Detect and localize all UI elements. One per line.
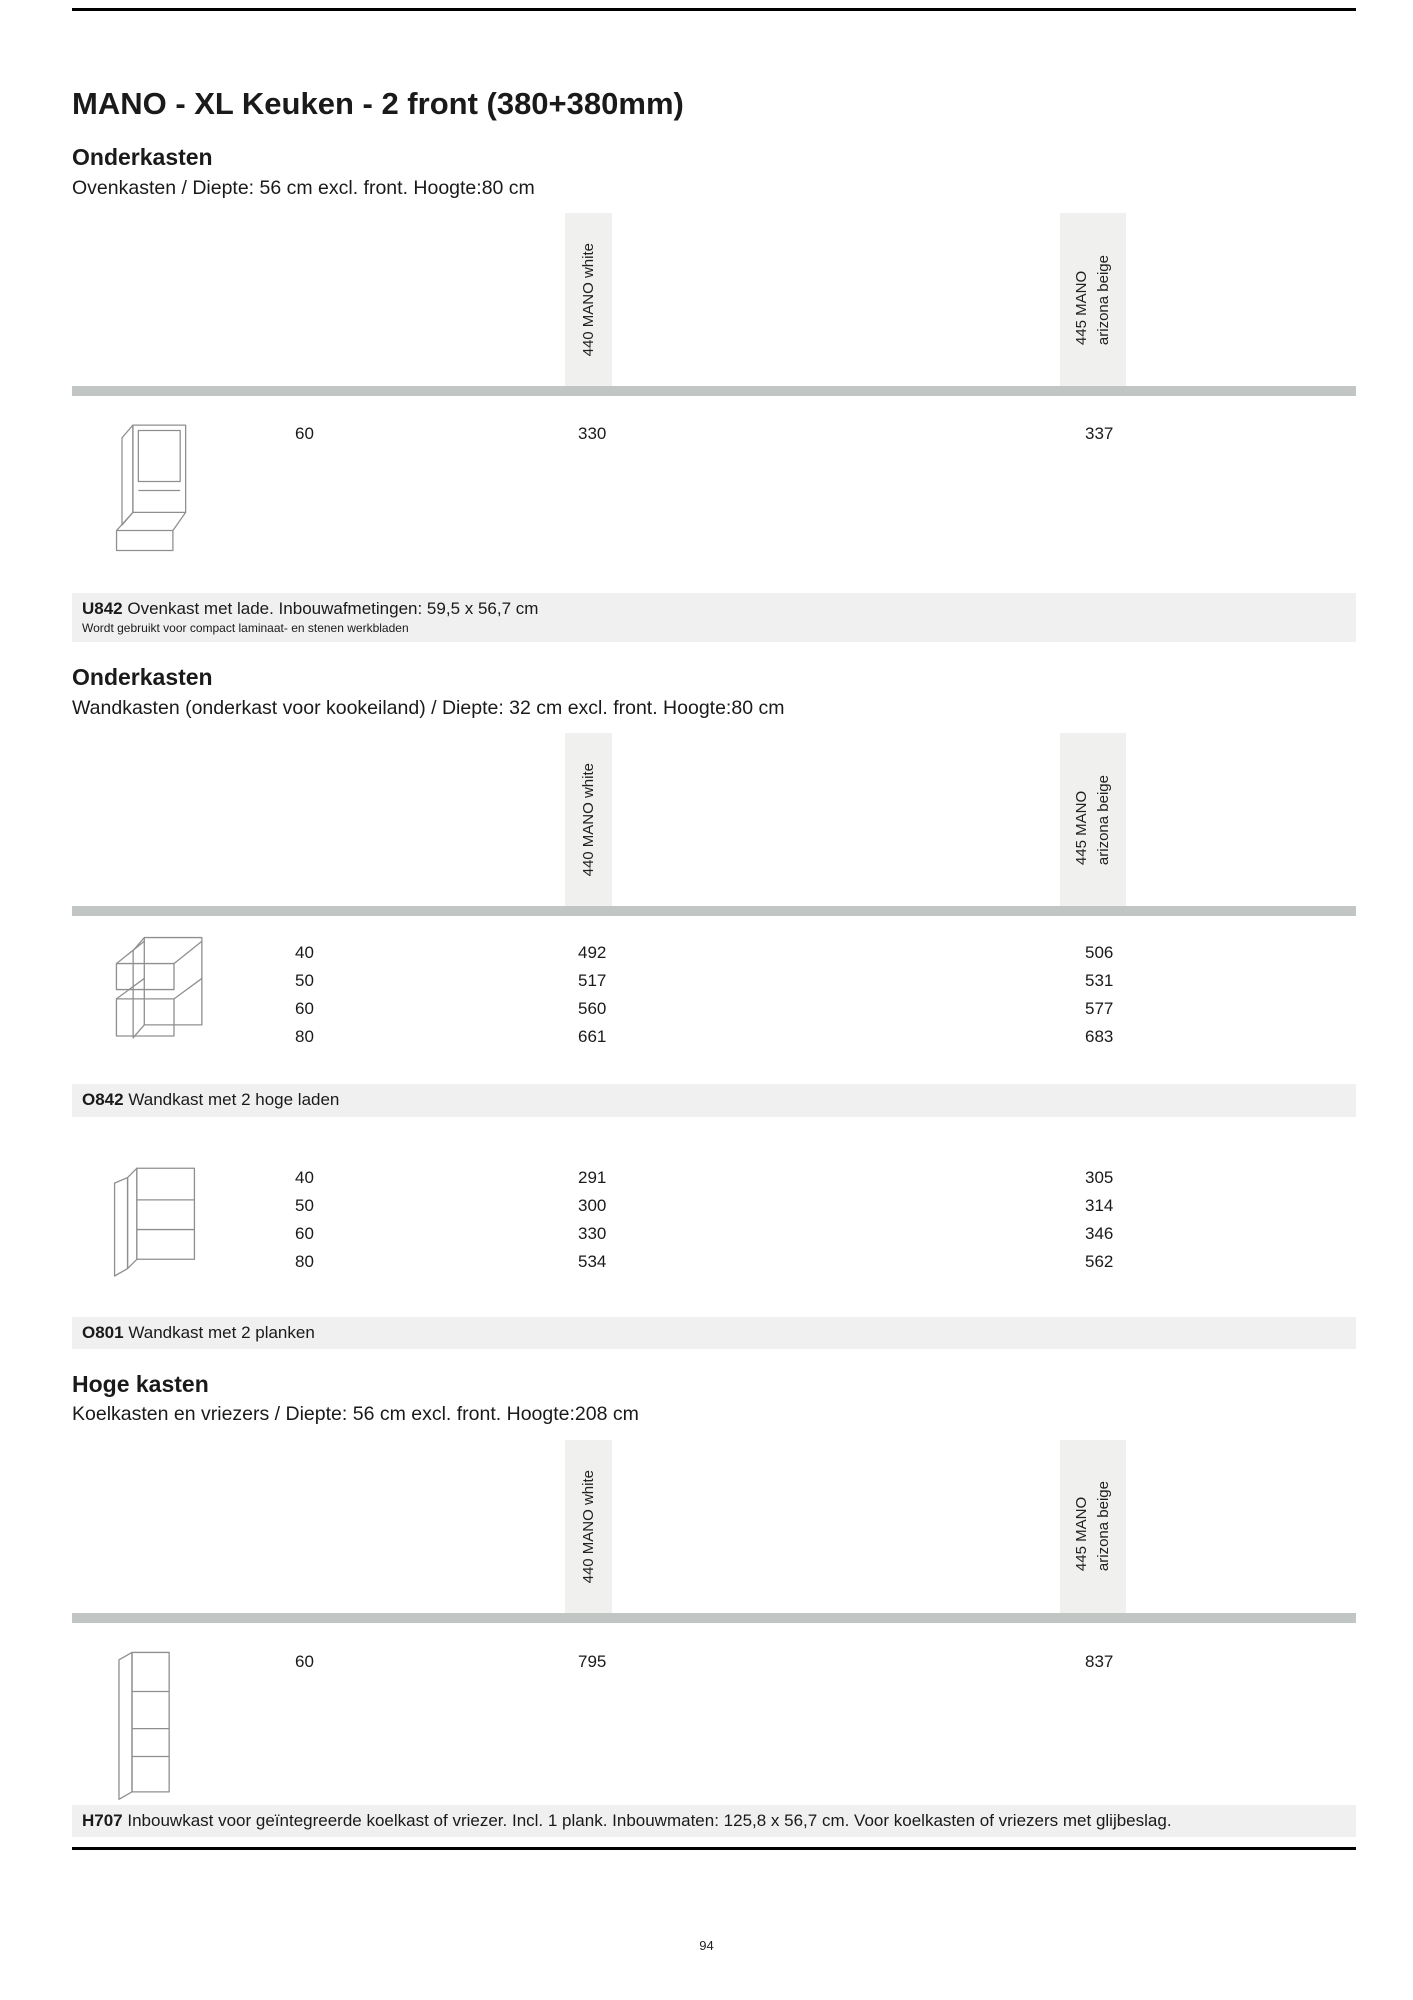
page-number: 94	[699, 1938, 714, 1953]
price-rows	[72, 940, 1356, 1084]
table-row	[72, 421, 1356, 449]
column-header-label: 440 MANO white	[579, 242, 597, 357]
width-value: 60	[295, 1651, 314, 1671]
table-row	[72, 1221, 1356, 1249]
column-header-mano-arizona-beige	[1060, 213, 1126, 386]
column-header-mano-white	[565, 733, 612, 906]
table-separator-bar	[72, 386, 1356, 396]
width-value: 40	[295, 1167, 314, 1187]
section-subheading: Wandkasten (onderkast voor kookeiland) / Diepte: 32 cm excl. front. Hoogte:80 cm	[72, 697, 785, 719]
column-header-mano-white	[565, 213, 612, 386]
table-separator-bar	[72, 1613, 1356, 1623]
section-heading: Onderkasten	[72, 664, 213, 691]
price-white: 661	[578, 1027, 607, 1047]
price-white: 492	[578, 943, 607, 963]
table-row	[72, 1193, 1356, 1221]
width-value: 40	[295, 943, 314, 963]
product-note: Wordt gebruikt voor compact laminaat- en stenen werkbladen	[82, 621, 409, 636]
product-code: O801	[82, 1322, 124, 1342]
price-beige: 562	[1085, 1251, 1114, 1271]
price-beige: 531	[1085, 971, 1114, 991]
product-code: U842	[82, 599, 123, 619]
price-white: 330	[578, 1223, 607, 1243]
table-row	[72, 1249, 1356, 1277]
price-white: 795	[578, 1651, 607, 1671]
page-title: MANO - XL Keuken - 2 front (380+380mm)	[72, 86, 684, 121]
product-description: Wandkast met 2 hoge laden	[128, 1090, 340, 1110]
product-o801	[72, 1165, 1356, 1349]
section-onderkasten-ovenkasten	[72, 144, 1356, 642]
product-caption	[72, 1317, 1356, 1349]
product-h707	[72, 1649, 1356, 1837]
price-beige: 314	[1085, 1195, 1114, 1215]
product-description: Wandkast met 2 planken	[128, 1322, 315, 1342]
top-rule	[72, 8, 1356, 11]
section-heading: Onderkasten	[72, 144, 213, 171]
price-white: 330	[578, 424, 607, 444]
product-u842	[72, 421, 1356, 642]
column-header-mano-arizona-beige	[1060, 1440, 1126, 1613]
table-row	[72, 940, 1356, 968]
product-caption	[72, 593, 1356, 642]
product-caption	[72, 1084, 1356, 1116]
product-code: H707	[82, 1810, 123, 1830]
column-header-label: 445 MANO arizona beige	[1073, 1481, 1112, 1572]
width-value: 60	[295, 424, 314, 444]
price-beige: 305	[1085, 1167, 1114, 1187]
table-row	[72, 996, 1356, 1024]
price-rows	[72, 421, 1356, 593]
table-row	[72, 1649, 1356, 1677]
column-header-band	[72, 213, 1356, 386]
price-beige: 837	[1085, 1651, 1114, 1671]
width-value: 80	[295, 1251, 314, 1271]
width-value: 50	[295, 1195, 314, 1215]
price-white: 300	[578, 1195, 607, 1215]
product-caption	[72, 1805, 1356, 1837]
column-header-band	[72, 1440, 1356, 1613]
section-subheading: Koelkasten en vriezers / Diepte: 56 cm excl. front. Hoogte:208 cm	[72, 1403, 639, 1426]
price-white: 517	[578, 971, 607, 991]
product-description: Ovenkast met lade. Inbouwafmetingen: 59,5 x 56,7 cm	[127, 599, 539, 619]
column-header-label: 445 MANO arizona beige	[1073, 254, 1112, 345]
price-beige: 346	[1085, 1223, 1114, 1243]
table-row	[72, 1024, 1356, 1052]
section-hoge-kasten	[72, 1371, 1356, 1837]
price-beige: 506	[1085, 943, 1114, 963]
width-value: 80	[295, 1027, 314, 1047]
product-code: O842	[82, 1090, 124, 1110]
section-heading: Hoge kasten	[72, 1370, 209, 1397]
product-description: Inbouwkast voor geïntegreerde koelkast of vriezer. Incl. 1 plank. Inbouwmaten: 125,8 x 56,7 cm. Voor koelkasten of vriezers met glijbeslag.	[127, 1810, 1172, 1830]
column-header-label: 440 MANO white	[579, 1469, 597, 1584]
price-white: 534	[578, 1251, 607, 1271]
price-white: 291	[578, 1167, 607, 1187]
width-value: 60	[295, 999, 314, 1019]
price-white: 560	[578, 999, 607, 1019]
table-separator-bar	[72, 906, 1356, 916]
product-o842	[72, 940, 1356, 1116]
column-header-mano-white	[565, 1440, 612, 1613]
column-header-label: 445 MANO arizona beige	[1073, 774, 1112, 865]
table-row	[72, 968, 1356, 996]
price-beige: 683	[1085, 1027, 1114, 1047]
column-header-band	[72, 733, 1356, 906]
section-onderkasten-wandkasten	[72, 664, 1356, 1348]
column-header-mano-arizona-beige	[1060, 733, 1126, 906]
price-rows	[72, 1165, 1356, 1317]
column-header-label: 440 MANO white	[579, 763, 597, 877]
price-beige: 337	[1085, 424, 1114, 444]
bottom-rule	[72, 1847, 1356, 1850]
price-beige: 577	[1085, 999, 1114, 1019]
table-row	[72, 1165, 1356, 1193]
price-rows	[72, 1649, 1356, 1805]
width-value: 50	[295, 971, 314, 991]
section-subheading: Ovenkasten / Diepte: 56 cm excl. front. Hoogte:80 cm	[72, 176, 535, 199]
width-value: 60	[295, 1223, 314, 1243]
